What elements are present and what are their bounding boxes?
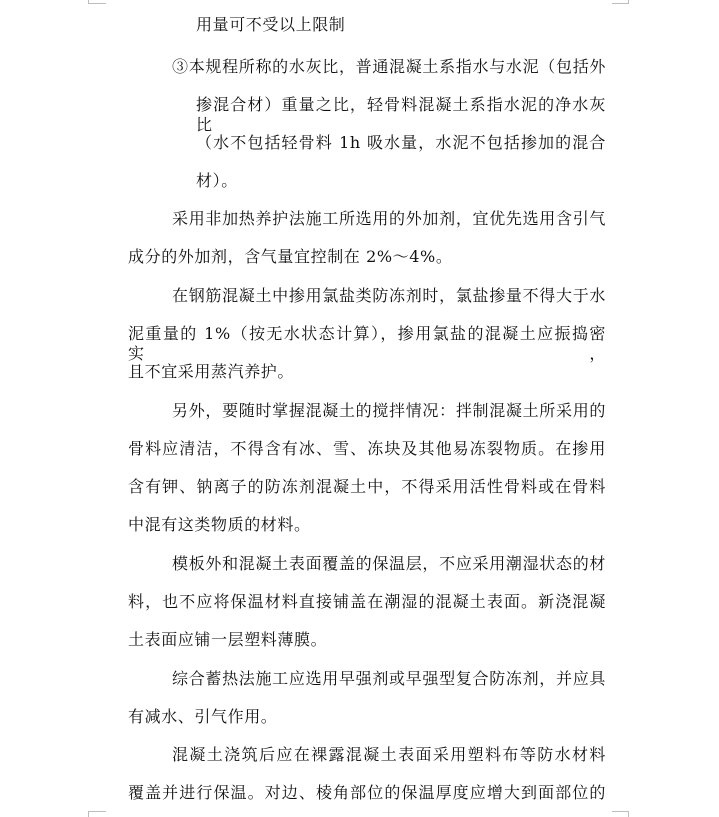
doc-line: 采用非加热养护法施工所选用的外加剂，宜优先选用含引气: [172, 209, 606, 228]
doc-line: 在钢筋混凝土中掺用氯盐类防冻剂时，氯盐掺量不得大于水: [172, 286, 606, 305]
doc-line: 土表面应铺一层塑料薄膜。: [128, 630, 328, 649]
doc-line: 且不宜采用蒸汽养护。: [128, 362, 295, 381]
doc-line: 成分的外加剂，含气量宜控制在 2%～4%。: [128, 247, 453, 266]
doc-line: 模板外和混凝土表面覆盖的保温层，不应采用潮湿状态的材: [172, 554, 606, 573]
doc-line: 含有钾、钠离子的防冻剂混凝土中，不得采用活性骨料或在骨料: [128, 477, 606, 496]
doc-line: 混凝土浇筑后应在裸露混凝土表面采用塑料布等防水材料: [172, 745, 606, 764]
corner-mark-top-right-h: [612, 3, 629, 4]
doc-line: 中混有这类物质的材料。: [128, 515, 311, 534]
corner-mark-bottom-left-h: [88, 811, 106, 812]
doc-line: 另外，要随时掌握混凝土的搅拌情况：拌制混凝土所采用的: [172, 401, 606, 420]
doc-line: 材）。: [196, 171, 238, 190]
corner-mark-top-left-h: [88, 3, 106, 4]
doc-line: 有减水、引气作用。: [128, 707, 278, 726]
doc-line: 用量可不受以上限制: [196, 15, 346, 34]
doc-line: （水不包括轻骨料 1h 吸水量，水泥不包括掺加的混合: [196, 133, 606, 152]
doc-line: 泥重量的 1%（按无水状态计算），掺用氯盐的混凝土应振捣密实，: [128, 324, 606, 363]
doc-line: 掺混合材）重量之比，轻骨料混凝土系指水泥的净水灰比: [196, 95, 606, 134]
doc-line: 骨料应清洁，不得含有冰、雪、冻块及其他易冻裂物质。在掺用: [128, 439, 606, 458]
doc-line: 覆盖并进行保温。对边、棱角部位的保温厚度应增大到面部位的: [128, 783, 606, 802]
doc-line: ③本规程所称的水灰比，普通混凝土系指水与水泥（包括外: [172, 57, 606, 76]
doc-line: 料，也不应将保温材料直接铺盖在潮湿的混凝土表面。新浇混凝: [128, 592, 606, 611]
doc-line: 综合蓄热法施工应选用早强剂或早强型复合防冻剂，并应具: [172, 669, 606, 688]
corner-mark-bottom-right-h: [612, 811, 629, 812]
